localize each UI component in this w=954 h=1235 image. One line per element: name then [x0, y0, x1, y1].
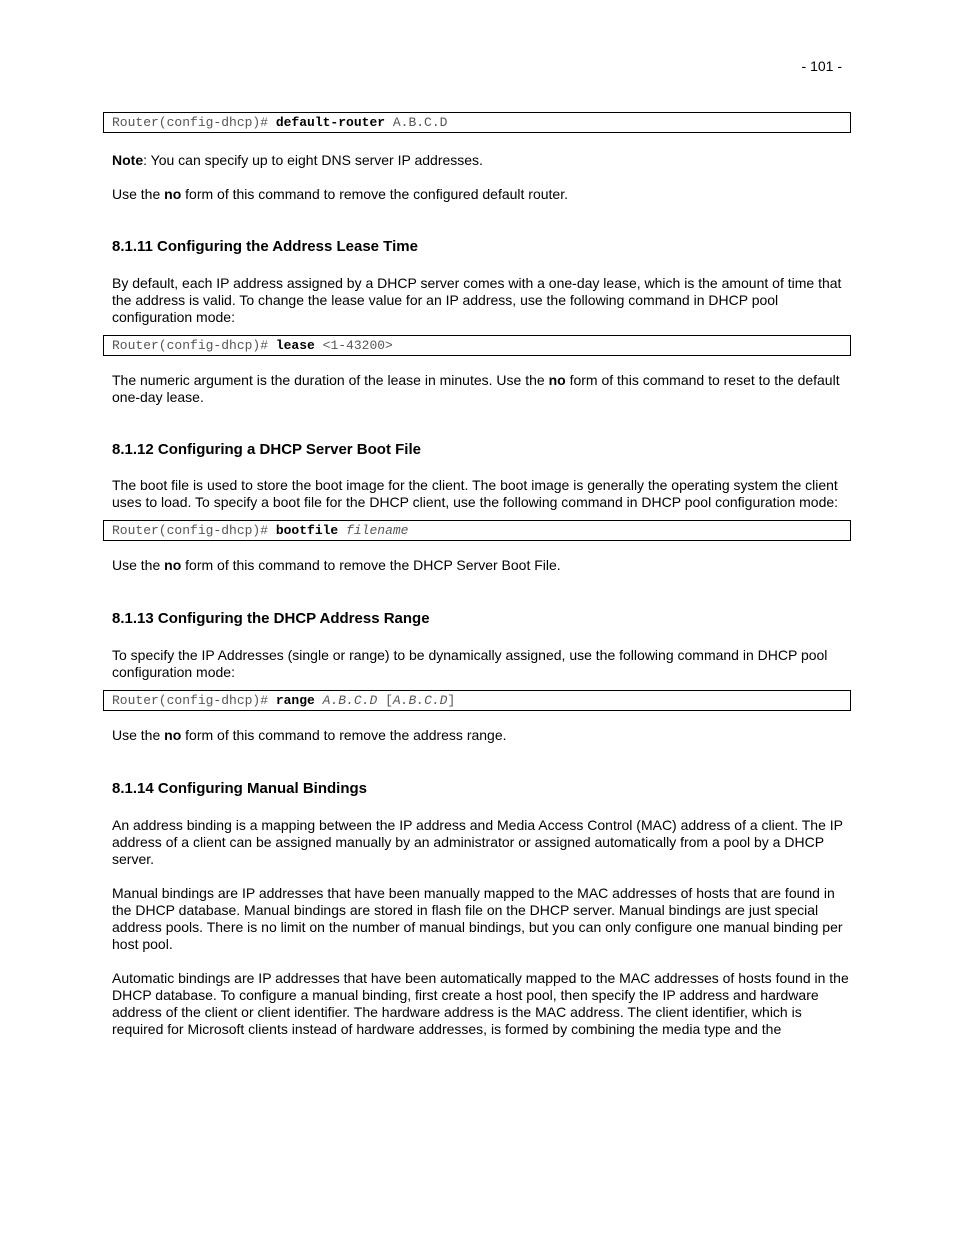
text: Use the: [112, 186, 165, 202]
heading-8-1-14: 8.1.14 Configuring Manual Bindings: [112, 780, 368, 797]
text: form of this command to remove the configured default router.: [181, 186, 568, 202]
text: form of this command to remove the address range.: [181, 727, 507, 743]
command-lease: [103, 335, 851, 356]
lease-paragraph: By default, each IP address assigned by a DHCP server comes with a one-day lease, which is the amount of time that the address is valid. To change the lease value for an IP address, use the following command in DHCP pool configuration mode:: [112, 275, 842, 325]
binding-paragraph-1: An address binding is a mapping between the IP address and Media Access Control (MAC) address of a client. The IP address of a client can be assigned manually by an administrator or assigned automatically from a pool by a DHCP server.: [112, 817, 843, 867]
text: The numeric argument is the duration of the lease in minutes. Use the: [112, 372, 549, 388]
bracket-open: [: [377, 693, 393, 708]
command-keyword: range: [275, 693, 315, 708]
bootfile-paragraph: The boot file is used to store the boot image for the client. The boot image is generally the operating system the client uses to load. To specify a boot file for the DHCP client, use the following command in DHCP pool configuration mode:: [112, 477, 839, 510]
command-arg: filename: [346, 523, 409, 538]
text: form of this command to reset to the default one-day lease.: [112, 372, 840, 405]
bold-no: no: [548, 372, 566, 388]
binding-paragraph-2: Manual bindings are IP addresses that have been manually mapped to the MAC addresses of hosts that are found in the DHCP database. Manual bindings are stored in flash file on the DHCP server. Manual bindings are just special address pools. There is no limit on the number of manual bindings, but you can only configure one manual binding per host pool.: [112, 885, 843, 952]
heading-8-1-13: 8.1.13 Configuring the DHCP Address Range: [112, 610, 430, 627]
range-paragraph: To specify the IP Addresses (single or range) to be dynamically assigned, use the following command in DHCP pool configuration mode:: [112, 647, 828, 680]
text: form of this command to remove the DHCP Server Boot File.: [181, 557, 561, 573]
heading-8-1-12: 8.1.12 Configuring a DHCP Server Boot File: [112, 441, 421, 458]
note-paragraph: [103, 152, 851, 169]
binding-paragraph-3: Automatic bindings are IP addresses that have been automatically mapped to the MAC addresses of hosts found in the DHCP database. To configure a manual binding, first create a host pool, then specify the IP address and hardware address of the client or client identifier. The hardware address is the MAC address. The client identifier, which is required for Microsoft clients instead of hardware addresses, is formed by combining the media type and the: [112, 970, 849, 1037]
no-form-default-router: [103, 186, 851, 203]
command-prompt: Router(config-dhcp)#: [112, 338, 276, 353]
no-form-range: [103, 727, 851, 744]
command-keyword: default-router: [275, 115, 386, 130]
command-prompt: Router(config-dhcp)#: [112, 115, 276, 130]
command-keyword: lease: [275, 338, 315, 353]
bracket-close: ]: [447, 693, 456, 708]
command-arg-optional: A.B.C.D: [392, 693, 448, 708]
text: Use the: [112, 557, 165, 573]
bold-no: no: [164, 727, 182, 743]
command-range: [103, 690, 851, 711]
heading-8-1-11: 8.1.11 Configuring the Address Lease Time: [112, 238, 418, 255]
page-number: - 101 -: [801, 58, 842, 74]
command-arg: A.B.C.D: [322, 693, 378, 708]
command-keyword: bootfile: [275, 523, 339, 538]
command-args: <1-43200>: [314, 338, 393, 353]
command-default-router: [103, 112, 851, 133]
text: Use the: [112, 727, 165, 743]
bold-no: no: [164, 557, 182, 573]
note-label: Note: [112, 152, 144, 168]
command-prompt: Router(config-dhcp)#: [112, 693, 276, 708]
command-bootfile: [103, 520, 851, 541]
lease-argument-paragraph: [103, 372, 851, 406]
command-args: A.B.C.D: [385, 115, 448, 130]
document-body: [103, 112, 851, 1038]
note-text: : You can specify up to eight DNS server IP addresses.: [143, 152, 483, 168]
bold-no: no: [164, 186, 182, 202]
command-prompt: Router(config-dhcp)#: [112, 523, 276, 538]
no-form-bootfile: [103, 557, 851, 574]
